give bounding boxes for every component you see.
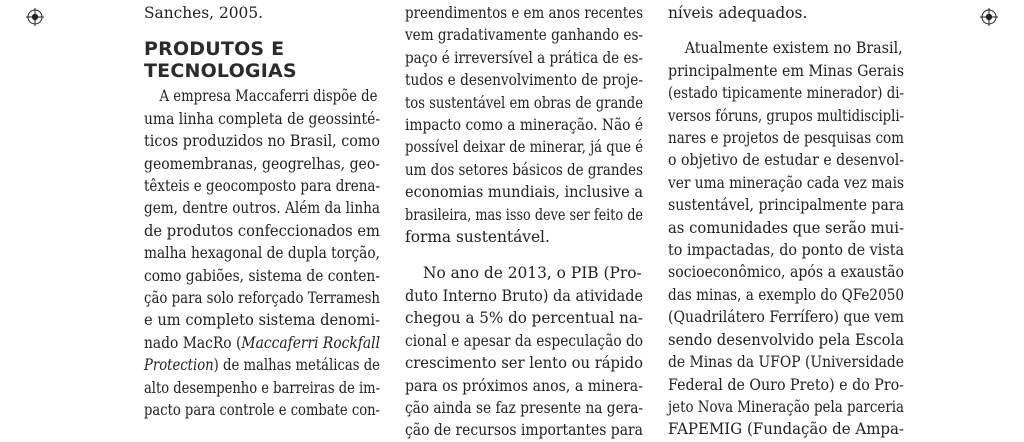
text-line: vem gradativamente ganhando es-: [405, 26, 644, 45]
paragraph-maccaferri: [144, 85, 380, 421]
text-line: níveis adequados.: [668, 4, 808, 22]
text-line: gem, dentre outros. Além da linha: [144, 199, 381, 218]
text-line: como gabiões, sistema de conten-: [144, 266, 380, 285]
text-line: têxteis e geocomposto para drena-: [144, 177, 380, 196]
text-line: ver uma mineração cada vez mais: [668, 173, 905, 192]
text-line: (estado tipicamente minerador) di-: [668, 84, 905, 103]
heading-line-2: TECNOLOGIAS: [144, 60, 297, 83]
macro-italic-name: Maccaferri Rockfall: [241, 333, 381, 352]
paragraph-gap: [668, 24, 904, 37]
text-line: ção de recursos importantes para: [405, 421, 643, 440]
text-line: um dos setores básicos de grandes: [405, 160, 644, 179]
text-column-3: [668, 2, 904, 441]
text-line: preendimentos e em anos recentes: [405, 4, 643, 22]
text-column-1: [144, 2, 380, 422]
text-line: cional e apesar da especulação do: [405, 331, 644, 350]
text-line: o objetivo de estudar e desenvol-: [668, 151, 905, 170]
text-line: alto desempenho e barreiras de im-: [144, 378, 381, 397]
section-heading: [144, 38, 380, 82]
text-line: No ano de 2013, o PIB (Pro-: [423, 264, 642, 283]
paragraph-gap: [405, 248, 643, 262]
text-line: Federal de Ouro Preto) e do Pro-: [668, 375, 904, 394]
registration-mark-right-icon: [980, 8, 998, 26]
text-line: paço é irreversível a prática de es-: [405, 48, 644, 67]
text-line: as comunidades que serão mui-: [668, 218, 904, 237]
text-line: tos sustentável em obras de grande: [405, 93, 643, 112]
text-line: pacto para controle e combate con-: [144, 401, 381, 420]
paragraph-forums: [668, 37, 904, 440]
text-line: (Quadrilátero Ferrífero) que vem: [668, 308, 904, 327]
text-line: jeto Nova Mineração pela parceria: [668, 397, 904, 416]
citation-text: Sanches, 2005.: [144, 4, 264, 22]
text-line: economias mundiais, inclusive a: [405, 183, 643, 202]
text-line: das minas, a exemplo do QFe2050: [668, 285, 905, 304]
text-column-2: [405, 2, 643, 442]
text-line: tudos e desenvolvimento de proje-: [405, 71, 643, 90]
text-line: A empresa Maccaferri dispõe de: [159, 87, 378, 106]
text-line: crescimento ser lento ou rápido: [405, 354, 643, 373]
text-line: principalmente em Minas Gerais: [668, 61, 905, 80]
text-line: para os próximos anos, a minera-: [405, 376, 643, 395]
text-line: chegou a 5% do percentual na-: [405, 309, 644, 328]
paragraph-pib: [405, 262, 643, 441]
paragraph-levels: [668, 2, 904, 24]
text-line: Atualmente existem no Brasil,: [684, 39, 903, 58]
macro-suffix: ) de malhas metálicas de: [213, 356, 381, 375]
heading-line-1: PRODUTOS E: [144, 38, 285, 61]
text-line: brasileira, mas isso deve ser feito de: [405, 205, 644, 224]
text-line: e um completo sistema denomi-: [144, 311, 381, 330]
macro-prefix: nado MacRo (: [144, 333, 242, 352]
text-line: sustentável, principalmente para: [668, 196, 904, 215]
paragraph-sustainability: [405, 2, 643, 248]
text-line: ção para solo reforçado Terramesh: [144, 289, 380, 308]
text-line: versos fóruns, grupos multidiscipli-: [668, 106, 904, 125]
text-line: uma linha completa de geossinté-: [144, 109, 381, 128]
text-line: socioeconômico, após a exaustão: [668, 263, 904, 282]
text-line: forma sustentável.: [405, 228, 550, 247]
text-line-macro-2: [144, 354, 381, 376]
text-line: possível deixar de minerar, já que é: [405, 138, 644, 157]
text-line: de produtos confeccionados em: [144, 221, 380, 240]
text-line: malha hexagonal de dupla torção,: [144, 244, 380, 263]
macro-italic-protection: Protection: [144, 356, 214, 375]
registration-mark-left-icon: [26, 8, 44, 26]
text-line: nares e projetos de pesquisas com: [668, 129, 904, 148]
text-line: to impactadas, do ponto de vista: [668, 241, 904, 260]
text-line: geomembranas, geogrelhas, geo-: [144, 154, 381, 173]
text-line: de Minas da UFOP (Universidade: [668, 353, 904, 372]
text-line: FAPEMIG (Fundação de Ampa-: [668, 420, 905, 439]
text-line: ção ainda se faz presente na gera-: [405, 398, 643, 417]
text-line-macro: [144, 332, 381, 354]
text-line: duto Interno Bruto) da atividade: [405, 286, 643, 305]
text-line: ticos produzidos no Brasil, como: [144, 132, 381, 151]
text-line: sendo desenvolvido pela Escola: [668, 330, 904, 349]
text-line: impacto como a mineração. Não é: [405, 116, 644, 135]
